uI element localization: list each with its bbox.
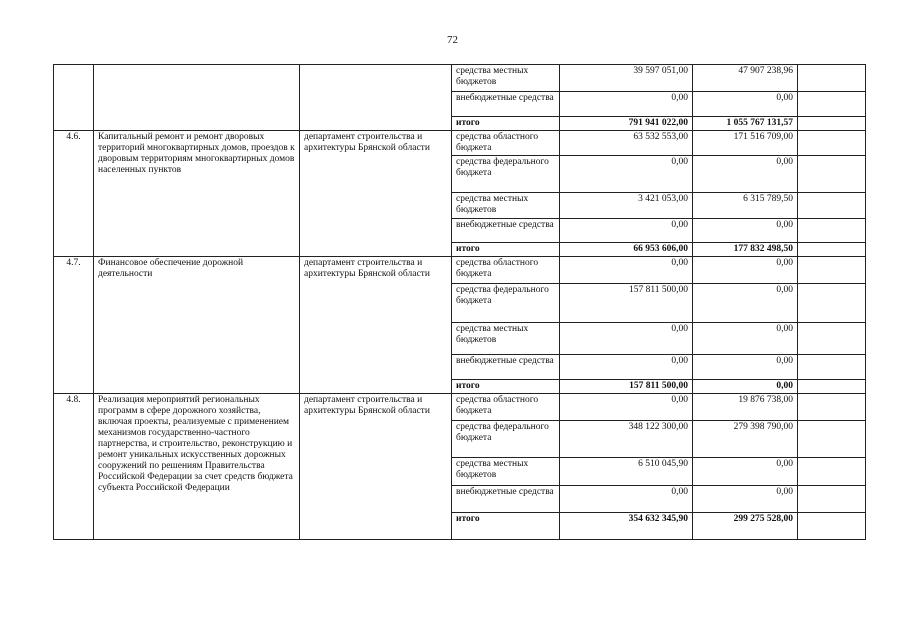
- measure-executor: департамент строительства и архитектуры Брянской области: [300, 131, 452, 257]
- amount-v2025: 177 832 498,50: [693, 243, 798, 257]
- measure-executor: департамент строительства и архитектуры Брянской области: [300, 257, 452, 394]
- funding-source: средства местных бюджетов: [452, 323, 560, 355]
- empty-cell: [798, 219, 866, 243]
- amount-v2024: 0,00: [560, 257, 693, 284]
- amount-v2024: 354 632 345,90: [560, 513, 693, 540]
- amount-v2024: 0,00: [560, 394, 693, 421]
- program-funding-table: [53, 64, 866, 540]
- empty-cell: [798, 193, 866, 219]
- measure-name: Капитальный ремонт и ремонт дворовых территорий многоквартирных домов, проездов к дворовым территориям многоквартирных домов населенных пунктов: [94, 131, 300, 257]
- empty-cell: [798, 513, 866, 540]
- funding-source: итого: [452, 513, 560, 540]
- measure-executor: департамент строительства и архитектуры Брянской области: [300, 394, 452, 540]
- funding-source: средства федерального бюджета: [452, 156, 560, 193]
- page-number: 72: [447, 34, 458, 46]
- funding-source: средства местных бюджетов: [452, 458, 560, 486]
- amount-v2024: 0,00: [560, 156, 693, 193]
- amount-v2024: 39 597 051,00: [560, 65, 693, 92]
- exec-empty-cell: [300, 65, 452, 131]
- empty-cell: [798, 421, 866, 458]
- measure-name: Финансовое обеспечение дорожной деятельности: [94, 257, 300, 394]
- amount-v2025: 6 315 789,50: [693, 193, 798, 219]
- empty-cell: [798, 65, 866, 92]
- empty-cell: [798, 394, 866, 421]
- funding-source: итого: [452, 243, 560, 257]
- funding-source: средства местных бюджетов: [452, 65, 560, 92]
- empty-cell: [798, 92, 866, 117]
- empty-cell: [798, 458, 866, 486]
- measure-name: Реализация мероприятий региональных программ в сфере дорожного хозяйства, включая проекты, реализуемые с применением механизмов государственно-частного партнерства, и строительство, реконструкцию и ремонт уникальных искусственных дорожных сооружений по решениям Правительства Российской Федерации за счет средств бюджета субъекта Российской Федерации: [94, 394, 300, 540]
- funding-source: итого: [452, 117, 560, 131]
- funding-source: средства местных бюджетов: [452, 193, 560, 219]
- funding-source: внебюджетные средства: [452, 219, 560, 243]
- empty-cell: [798, 380, 866, 394]
- amount-v2025: 171 516 709,00: [693, 131, 798, 156]
- amount-v2025: 279 398 790,00: [693, 421, 798, 458]
- amount-v2025: 1 055 767 131,57: [693, 117, 798, 131]
- funding-source: средства федерального бюджета: [452, 421, 560, 458]
- amount-v2024: 6 510 045,90: [560, 458, 693, 486]
- empty-cell: [798, 355, 866, 380]
- amount-v2025: 0,00: [693, 323, 798, 355]
- empty-cell: [798, 486, 866, 513]
- amount-v2025: 0,00: [693, 219, 798, 243]
- funding-source: внебюджетные средства: [452, 355, 560, 380]
- amount-v2025: 0,00: [693, 486, 798, 513]
- funding-source: средства областного бюджета: [452, 257, 560, 284]
- table-row: [54, 394, 866, 421]
- amount-v2025: 0,00: [693, 156, 798, 193]
- measure-number: 4.7.: [54, 257, 94, 394]
- amount-v2024: 157 811 500,00: [560, 380, 693, 394]
- amount-v2025: 299 275 528,00: [693, 513, 798, 540]
- amount-v2025: 19 876 738,00: [693, 394, 798, 421]
- empty-cell: [798, 243, 866, 257]
- measure-number: 4.8.: [54, 394, 94, 540]
- funding-source: средства областного бюджета: [452, 394, 560, 421]
- funding-source: внебюджетные средства: [452, 486, 560, 513]
- amount-v2024: 791 941 022,00: [560, 117, 693, 131]
- table-body: [54, 65, 866, 540]
- amount-v2024: 0,00: [560, 486, 693, 513]
- amount-v2025: 0,00: [693, 380, 798, 394]
- measure-number: 4.6.: [54, 131, 94, 257]
- table-row: [54, 131, 866, 156]
- funding-source: внебюджетные средства: [452, 92, 560, 117]
- event-empty-cell: [94, 65, 300, 131]
- amount-v2025: 0,00: [693, 92, 798, 117]
- amount-v2025: 47 907 238,96: [693, 65, 798, 92]
- amount-v2024: 157 811 500,00: [560, 284, 693, 323]
- funding-source: итого: [452, 380, 560, 394]
- amount-v2024: 0,00: [560, 92, 693, 117]
- table-row: [54, 65, 866, 92]
- amount-v2025: 0,00: [693, 284, 798, 323]
- funding-source: средства областного бюджета: [452, 131, 560, 156]
- amount-v2025: 0,00: [693, 458, 798, 486]
- amount-v2024: 66 953 606,00: [560, 243, 693, 257]
- amount-v2024: 3 421 053,00: [560, 193, 693, 219]
- empty-cell: [798, 131, 866, 156]
- empty-cell: [798, 257, 866, 284]
- amount-v2025: 0,00: [693, 257, 798, 284]
- funding-source: средства федерального бюджета: [452, 284, 560, 323]
- table-row: [54, 257, 866, 284]
- amount-v2024: 0,00: [560, 219, 693, 243]
- amount-v2024: 348 122 300,00: [560, 421, 693, 458]
- empty-cell: [798, 284, 866, 323]
- empty-cell: [798, 323, 866, 355]
- amount-v2024: 0,00: [560, 323, 693, 355]
- num-empty-cell: [54, 65, 94, 131]
- empty-cell: [798, 156, 866, 193]
- empty-cell: [798, 117, 866, 131]
- amount-v2024: 0,00: [560, 355, 693, 380]
- amount-v2025: 0,00: [693, 355, 798, 380]
- amount-v2024: 63 532 553,00: [560, 131, 693, 156]
